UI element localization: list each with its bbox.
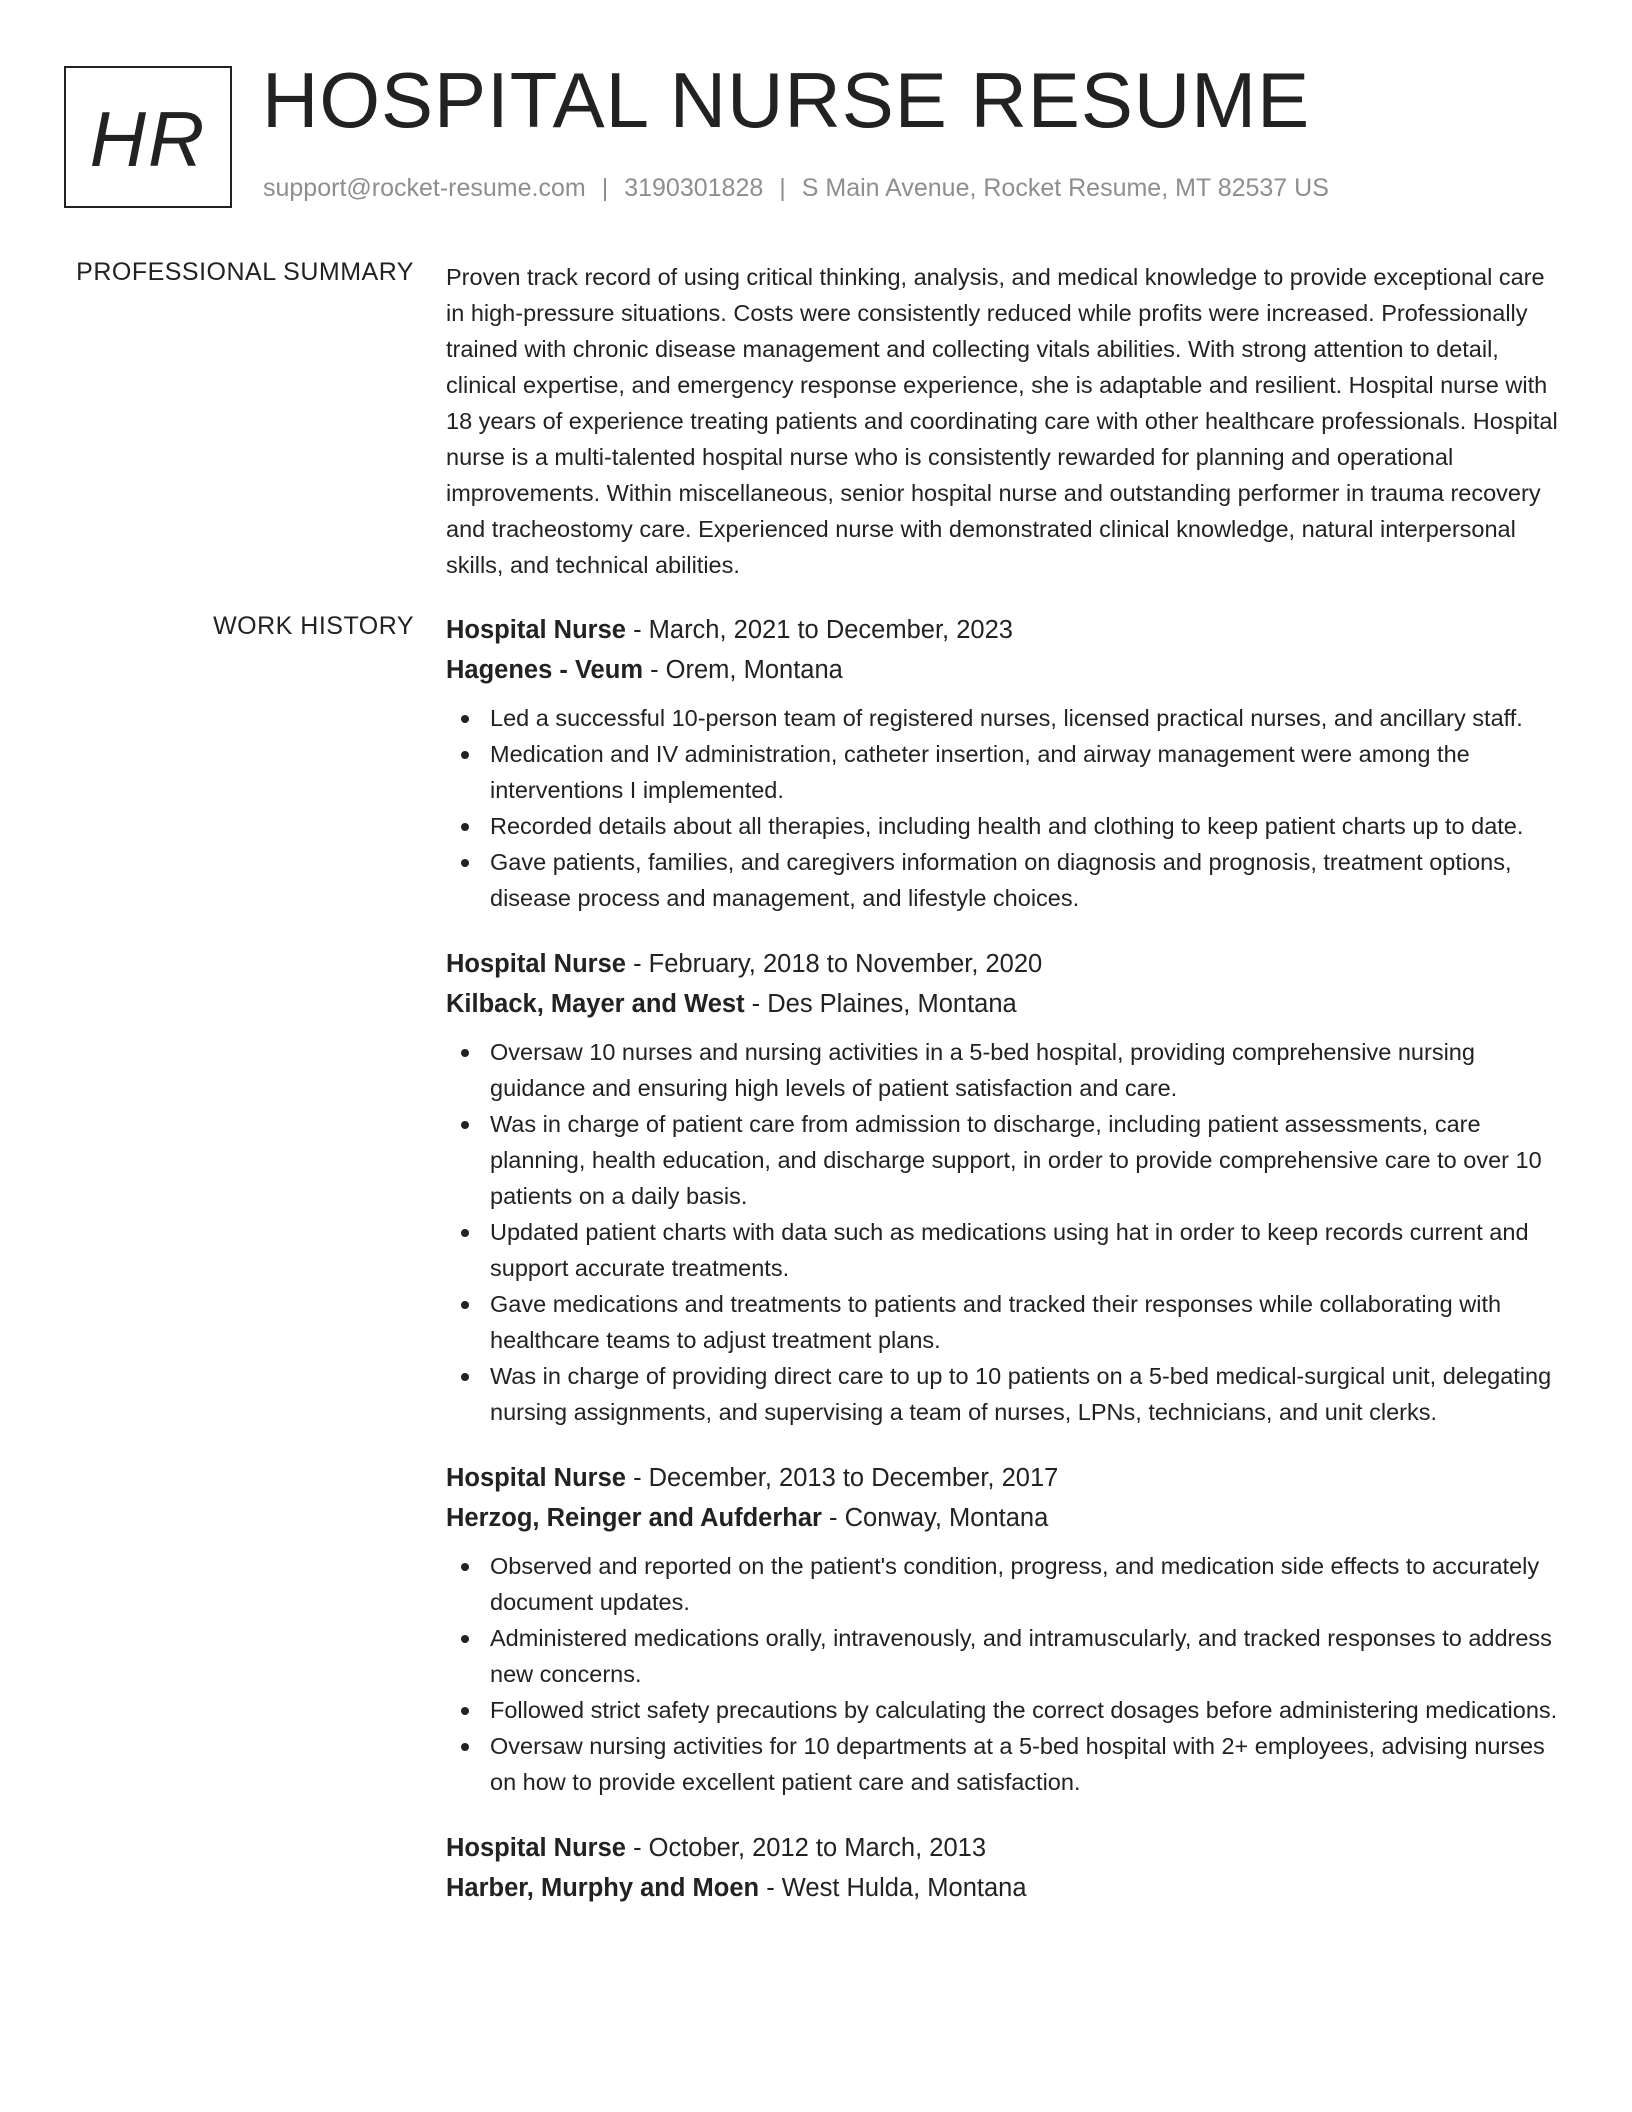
job-duty-item: Was in charge of providing direct care to up to 10 patients on a 5-bed medical-surgical unit, delegating nursing assignments, and supervising a team of nurses, LPNs, technicians, and unit clerks.: [446, 1358, 1566, 1430]
job-duty-item: Was in charge of patient care from admission to discharge, including patient assessments, care planning, health education, and discharge support, in order to provide comprehensive care to over 10 patients on a daily basis.: [446, 1106, 1566, 1214]
job-dates: - December, 2013 to December, 2017: [633, 1464, 1059, 1492]
contact-separator: |: [601, 174, 609, 202]
job-title: Hospital Nurse: [446, 616, 626, 644]
contact-phone[interactable]: 3190301828: [624, 174, 764, 202]
job-entry: [446, 944, 1566, 1430]
job-entry: [446, 610, 1566, 916]
summary-text: Proven track record of using critical thinking, analysis, and medical knowledge to provide exceptional care in high-pressure situations. Costs were consistently reduced while profits were increased. Professionally trained with chronic disease management and collecting vitals abilities. With strong attention to detail, clinical expertise, and emergency response experience, she is adaptable and resilient. Hospital nurse with 18 years of experience treating patients and coordinating care with other healthcare professionals. Hospital nurse is a multi-talented hospital nurse who is consistently rewarded for planning and operational improvements. Within miscellaneous, senior hospital nurse and outstanding performer in trauma recovery and tracheostomy care. Experienced nurse with demonstrated clinical knowledge, natural interpersonal skills, and technical abilities.: [446, 264, 1558, 578]
job-duty-item: Followed strict safety precautions by calculating the correct dosages before administering medications.: [446, 1692, 1566, 1728]
job-duty-item: Gave patients, families, and caregivers information on diagnosis and prognosis, treatment options, disease process and management, and lifestyle choices.: [446, 844, 1566, 916]
job-title: Hospital Nurse: [446, 1834, 626, 1862]
job-employer: Herzog, Reinger and Aufderhar: [446, 1504, 822, 1532]
job-duties-list: [446, 700, 1566, 916]
job-title-line: [446, 1828, 1566, 1868]
job-title-line: [446, 610, 1566, 650]
job-entry: [446, 1828, 1566, 1908]
job-dates: - March, 2021 to December, 2023: [633, 616, 1013, 644]
job-duty-item: Gave medications and treatments to patients and tracked their responses while collaborating with healthcare teams to adjust treatment plans.: [446, 1286, 1566, 1358]
job-title-line: [446, 1458, 1566, 1498]
job-duty-item: Updated patient charts with data such as medications using hat in order to keep records current and support accurate treatments.: [446, 1214, 1566, 1286]
section-label-summary: PROFESSIONAL SUMMARY: [76, 258, 414, 286]
job-duty-item: Oversaw nursing activities for 10 departments at a 5-bed hospital with 2+ employees, advising nurses on how to provide excellent patient care and satisfaction.: [446, 1728, 1566, 1800]
job-duty-item: Medication and IV administration, catheter insertion, and airway management were among the interventions I implemented.: [446, 736, 1566, 808]
monogram-logo: [64, 66, 232, 208]
job-location: - West Hulda, Montana: [766, 1874, 1027, 1902]
job-employer-line: [446, 984, 1566, 1024]
job-duty-item: Oversaw 10 nurses and nursing activities in a 5-bed hospital, providing comprehensive nursing guidance and ensuring high levels of patient satisfaction and care.: [446, 1034, 1566, 1106]
job-employer: Kilback, Mayer and West: [446, 990, 745, 1018]
monogram-text: HR: [89, 95, 207, 183]
job-title: Hospital Nurse: [446, 1464, 626, 1492]
job-duty-item: Led a successful 10-person team of registered nurses, licensed practical nurses, and ancillary staff.: [446, 700, 1566, 736]
job-employer: Harber, Murphy and Moen: [446, 1874, 760, 1902]
job-title-line: [446, 944, 1566, 984]
contact-address: S Main Avenue, Rocket Resume, MT 82537 US: [801, 174, 1329, 202]
job-duties-list: [446, 1548, 1566, 1800]
job-location: - Conway, Montana: [829, 1504, 1049, 1532]
page-title: HOSPITAL NURSE RESUME: [262, 56, 1311, 144]
job-employer: Hagenes - Veum: [446, 656, 643, 684]
job-employer-line: [446, 1498, 1566, 1538]
job-title: Hospital Nurse: [446, 950, 626, 978]
contact-line: [263, 174, 1329, 203]
job-dates: - October, 2012 to March, 2013: [633, 1834, 987, 1862]
job-employer-line: [446, 1868, 1566, 1908]
section-label-work-history: WORK HISTORY: [213, 612, 414, 640]
job-entry: [446, 1458, 1566, 1800]
job-list: [446, 610, 1566, 1936]
contact-separator: |: [779, 174, 786, 202]
job-duties-list: [446, 1034, 1566, 1430]
contact-email[interactable]: support@rocket-resume.com: [263, 174, 586, 202]
job-duty-item: Administered medications orally, intravenously, and intramuscularly, and tracked responses to address new concerns.: [446, 1620, 1566, 1692]
job-dates: - February, 2018 to November, 2020: [633, 950, 1043, 978]
job-employer-line: [446, 650, 1566, 690]
job-duty-item: Observed and reported on the patient's condition, progress, and medication side effects to accurately document updates.: [446, 1548, 1566, 1620]
job-location: - Orem, Montana: [650, 656, 843, 684]
job-location: - Des Plaines, Montana: [751, 990, 1017, 1018]
job-duty-item: Recorded details about all therapies, including health and clothing to keep patient charts up to date.: [446, 808, 1566, 844]
